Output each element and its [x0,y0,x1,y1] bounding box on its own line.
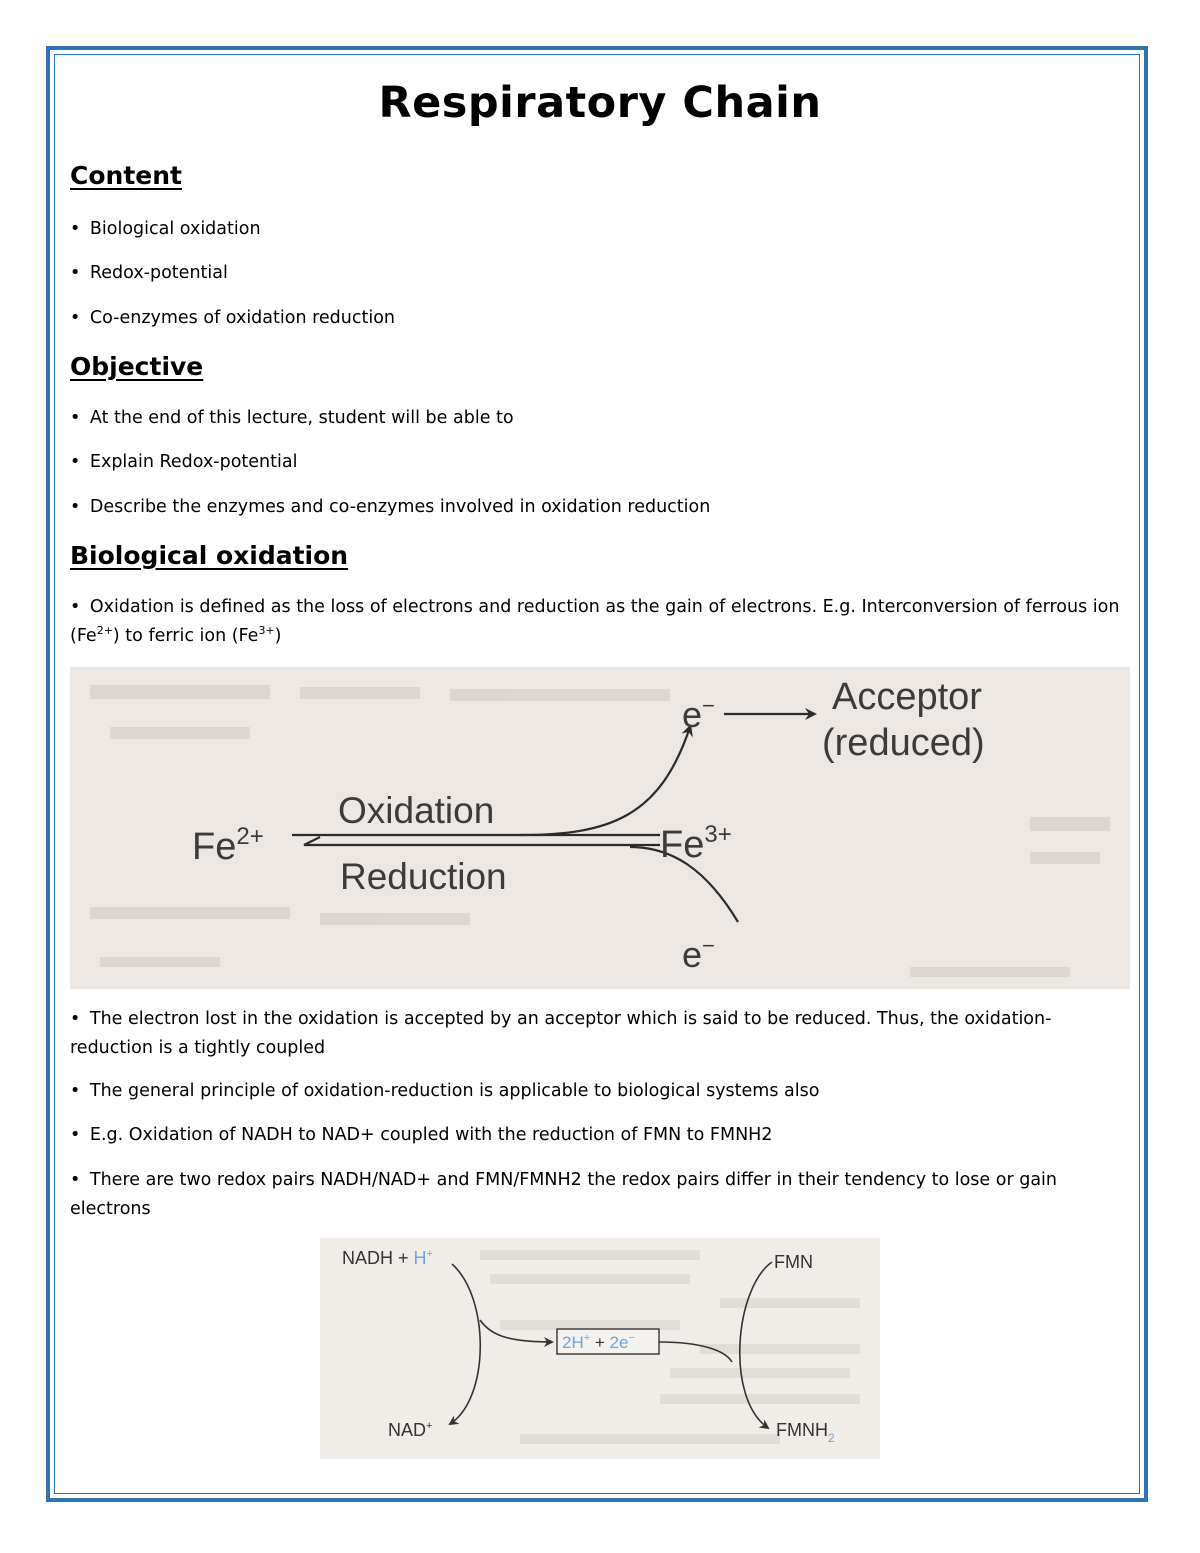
bullet: • [70,1081,81,1101]
bullet: • [70,1170,81,1190]
list-item-text: Co-enzymes of oxidation reduction [89,308,396,328]
bullet: • [70,308,81,328]
list-item [70,1077,1132,1106]
list-item [70,448,1132,477]
acceptor-label: Acceptor [832,676,982,718]
hydrogen-electron-label: 2H+ + 2e− [562,1332,635,1352]
list-item-text: The general principle of oxidation-reduction is applicable to biological systems also [89,1081,820,1101]
fe2-superscript: 2+ [96,624,113,638]
bullet: • [70,408,81,428]
nadh-label: NADH + H+ [342,1248,433,1268]
acceptor-state-label: (reduced) [822,722,985,764]
list-item-text: Describe the enzymes and co-enzymes involved in oxidation reduction [89,497,711,517]
intro-text: Oxidation is defined as the loss of electrons and reduction as the gain of electrons. E.g. Interconversion of ferrous ion (Fe [70,597,1120,646]
oxidation-label: Oxidation [338,790,495,831]
iron-redox-figure [70,667,1130,989]
bullet: • [70,1125,81,1145]
bullet: • [70,1009,81,1029]
list-item [70,493,1132,522]
bullet: • [70,597,81,617]
page-title: Respiratory Chain [378,78,822,128]
intro-mid: ) to ferric ion (Fe [112,626,259,646]
intro-paragraph [70,593,1132,651]
list-item-text: Explain Redox-potential [89,452,298,472]
nadh-fmn-figure [320,1238,880,1459]
list-item [70,215,1132,244]
objective-heading: Objective [70,352,204,381]
fe3-superscript: 3+ [258,624,275,638]
bullet: • [70,219,81,239]
list-item [70,1005,1132,1063]
biological-oxidation-heading: Biological oxidation [70,541,349,570]
bullet: • [70,263,81,283]
fe3-label: $Fe^{3+}$ [660,821,732,866]
intro-end: ) [274,626,282,646]
list-item-text: There are two redox pairs NADH/NAD+ and FMN/FMNH2 the redox pairs differ in their tendency to lose or gain electrons [70,1170,1058,1219]
list-item-text: E.g. Oxidation of NADH to NAD+ coupled with the reduction of FMN to FMNH2 [89,1125,773,1145]
list-item [70,1121,1132,1150]
fmnh2-label: $FMNH_2$ [776,1420,835,1445]
content-heading: Content [70,161,182,190]
bullet: • [70,452,81,472]
electron-label-bottom: e− [682,933,715,975]
bullet: • [70,497,81,517]
fmn-label: FMN [774,1252,813,1272]
list-item-text: The electron lost in the oxidation is accepted by an acceptor which is said to be reduced. Thus, the oxidation-reduction is a tightly coupled [70,1009,1052,1058]
list-item [70,304,1132,333]
reduction-label: Reduction [340,856,507,897]
list-item-text: Biological oxidation [89,219,261,239]
electron-label-top: e− [682,693,715,735]
list-item [70,404,1132,433]
list-item-text: At the end of this lecture, student will be able to [89,408,514,428]
list-item [70,1166,1132,1224]
list-item [70,259,1132,288]
list-item-text: Redox-potential [89,263,228,283]
nad-label: NAD+ [388,1420,433,1440]
fe2-label: $Fe^{2+}$ [192,823,264,868]
